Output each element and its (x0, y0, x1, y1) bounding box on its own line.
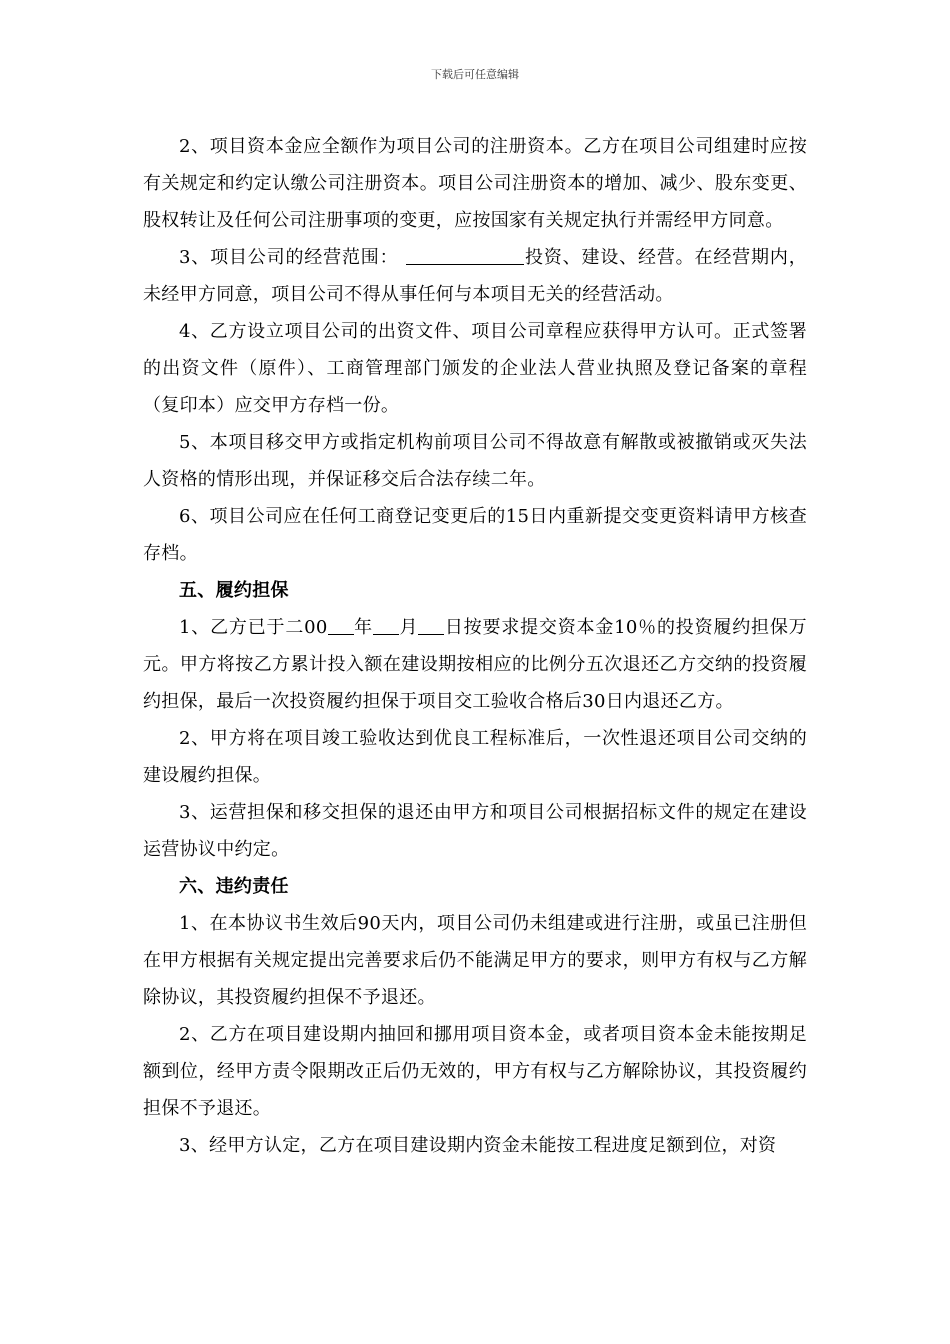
paragraph-business-scope (143, 239, 807, 313)
year-label: 年 (353, 617, 373, 638)
section-heading-performance-guarantee: 五、履约担保 (179, 580, 289, 601)
page-header: 下载后可任意编辑 (431, 68, 519, 81)
paragraph-liability-1: 1、在本协议书生效后90天内，项目公司仍未组建或进行注册，或虽已注册但在甲方根据有关规定提出完善要求后仍不能满足甲方的要求，则甲方有权与乙方解除协议，其投资履约担保不予退还。 (143, 913, 807, 1008)
paragraph-operation-guarantee: 3、运营担保和移交担保的退还由甲方和项目公司根据招标文件的规定在建设运营协议中约定。 (143, 802, 807, 860)
business-scope-blank (406, 246, 524, 265)
paragraph-dissolution: 5、本项目移交甲方或指定机构前项目公司不得故意有解散或被撤销或灭失法人资格的情形出现，并保证移交后合法存续二年。 (143, 432, 807, 490)
guarantee-date-lead: 1、乙方已于二00 (179, 617, 328, 638)
paragraph-registration-change: 6、项目公司应在任何工商登记变更后的15日内重新提交变更资料请甲方核查存档。 (143, 506, 807, 564)
paragraph-registered-capital: 2、项目资本金应全额作为项目公司的注册资本。乙方在项目公司组建时应按有关规定和约定认缴公司注册资本。项目公司注册资本的增加、减少、股东变更、股权转让及任何公司注册事项的变更，应按国家有关规定执行并需经甲方同意。 (143, 136, 807, 231)
paragraph-construction-guarantee: 2、甲方将在项目竣工验收达到优良工程标准后，一次性退还项目公司交纳的建设履约担保。 (143, 728, 807, 786)
paragraph-liability-2: 2、乙方在项目建设期内抽回和挪用项目资本金，或者项目资本金未能按期足额到位，经甲方责令限期改正后仍无效的，甲方有权与乙方解除协议，其投资履约担保不予退还。 (143, 1024, 807, 1119)
day-blank (418, 616, 444, 635)
paragraph-company-documents: 4、乙方设立项目公司的出资文件、项目公司章程应获得甲方认可。正式签署的出资文件（原件）、工商管理部门颁发的企业法人营业执照及登记备案的章程（复印本）应交甲方存档一份。 (143, 321, 807, 416)
document-body (143, 128, 807, 1164)
paragraph-liability-3: 3、经甲方认定，乙方在项目建设期内资金未能按工程进度足额到位，对资 (179, 1135, 777, 1156)
month-blank (373, 616, 399, 635)
year-blank (328, 616, 354, 635)
business-scope-lead: 3、项目公司的经营范围： (179, 247, 399, 268)
section-heading-liability: 六、违约责任 (179, 876, 289, 897)
month-label: 月 (398, 617, 419, 638)
guarantee-rest: 日按要求提交资本金10％的投资履约担保万元。甲方将按乙方累计投入额在建设期按相应的比例分五次退还乙方交纳的投资履约担保，最后一次投资履约担保于项目交工验收合格后30日内退还乙方。 (143, 617, 807, 712)
business-scope-rest: 投资、建设、经营。在经营期内，未经甲方同意，项目公司不得从事任何与本项目无关的经营活动。 (143, 247, 807, 305)
paragraph-investment-guarantee (143, 609, 807, 720)
